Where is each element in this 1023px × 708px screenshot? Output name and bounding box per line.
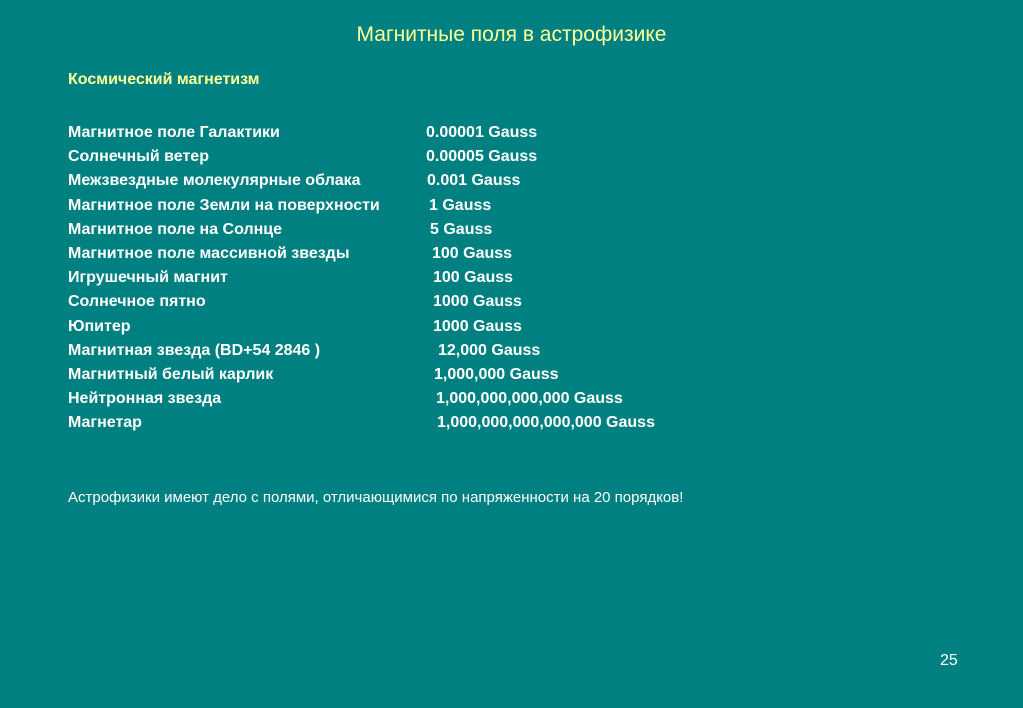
row-value: 1000 Gauss: [433, 317, 522, 335]
row-value: 1,000,000,000,000,000 Gauss: [437, 414, 655, 432]
row-value: 1000 Gauss: [433, 293, 522, 311]
row-value: 100 Gauss: [432, 244, 513, 262]
row-name: Магнитное поле Земли на поверхности: [68, 196, 380, 214]
list-item: [68, 269, 948, 293]
row-value: 0.00001 Gauss: [426, 124, 538, 141]
row-name: Солнечное пятно: [68, 293, 206, 311]
list-item: [68, 293, 948, 317]
summary-note: Астрофизики имеют дело с полями, отличающимися по напряженности на 20 порядков!: [68, 489, 684, 506]
row-name: Межзвездные молекулярные облака: [68, 172, 361, 190]
list-item: [68, 366, 948, 390]
list-item: [68, 390, 948, 414]
row-name: Игрушечный магнит: [68, 269, 228, 287]
list-item: [68, 148, 948, 172]
row-name: Юпитер: [68, 317, 131, 335]
list-item: [68, 197, 948, 221]
row-value: 5 Gauss: [430, 220, 493, 238]
list-item: [68, 342, 948, 366]
row-value: 100 Gauss: [433, 269, 514, 287]
list-item: [68, 318, 948, 342]
list-item: [68, 414, 948, 438]
row-value: 1 Gauss: [429, 196, 492, 214]
row-name: Солнечный ветер: [68, 148, 209, 166]
row-value: 0.001 Gauss: [427, 172, 521, 190]
list-item: [68, 124, 948, 148]
row-value: 12,000 Gauss: [438, 341, 541, 359]
slide-title: Магнитные поля в астрофизике: [356, 23, 667, 46]
row-name: Магнитное поле на Солнце: [68, 220, 283, 238]
list-item: [68, 172, 948, 196]
row-name: Магнитное поле массивной звезды: [68, 244, 350, 262]
page-number: 25: [940, 652, 958, 669]
list-item: [68, 245, 948, 269]
section-subtitle: Космический магнетизм: [68, 71, 260, 88]
row-name: Магнитная звезда (BD+54 2846 ): [68, 341, 321, 359]
list-item: [68, 221, 948, 245]
row-name: Магнитный белый карлик: [68, 365, 274, 383]
row-name: Нейтронная звезда: [68, 390, 222, 408]
row-value: 1,000,000,000,000 Gauss: [436, 390, 623, 408]
row-name: Магнетар: [68, 414, 142, 432]
row-name: Магнитное поле Галактики: [68, 124, 280, 141]
row-value: 1,000,000 Gauss: [434, 365, 559, 383]
field-strength-list: [68, 124, 948, 438]
row-value: 0.00005 Gauss: [426, 148, 538, 166]
